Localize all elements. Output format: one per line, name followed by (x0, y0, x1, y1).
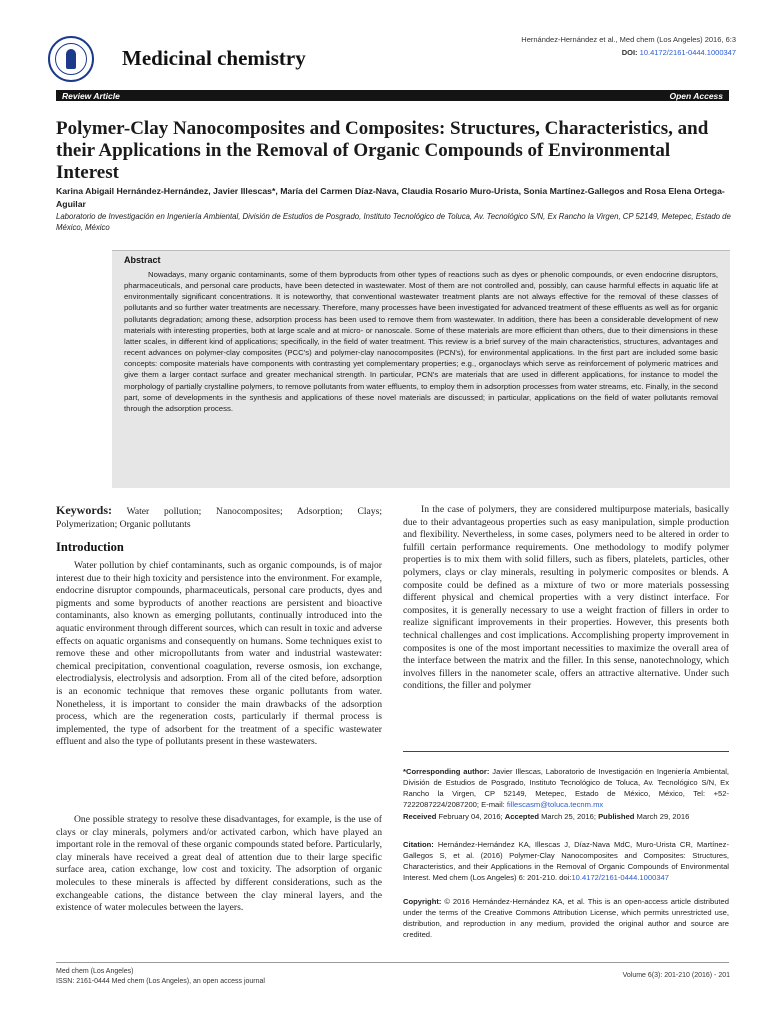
affiliation: Laboratorio de Investigación en Ingeniería Ambiental, División de Estudios de Posgrado, Instituto Tecnológico de Toluca, Av. Tecnológico S/N, Ex Rancho la Virgen, CP 52149, Metepec, Estado de México, México (56, 212, 731, 232)
footer-divider (56, 962, 729, 963)
intro-paragraph-1: Water pollution by chief contaminants, such as organic compounds, is of major interest due to their high toxicity and persistence into the environment. For example, endocrine disruptor compounds, pharmaceuticals, personal care products, dyes and pigments and some byproducts of another reactions are persistent and bioactive contaminants, also known as emerging pollutants, continually introduced into the aquatic environment through different sources, which can result in toxic and adverse effects on aquatic organisms and consequently on humans. Some techniques exist to remove these and other micropollutants from water and industrial wastewater: chemical precipitation, conventional coagulation, reverse osmosis, ion exchange, electrodialysis, electrolysis and adsorption. From all of the cited before, adsorption is an economic technique that removes these organic pollutants from water. Nonetheless, it is important to consider the main drawbacks of the adsorption process, which are the regeneration costs, particularly if thermal process is implemented, the type of adsorbent for the treatment of a specific wastewater effluent and also the type of pollutants present in these wastewaters. (56, 560, 382, 748)
abstract-box (112, 250, 730, 488)
intro-paragraph-3: In the case of polymers, they are considered multipurpose materials, basically due to their advantageous properties such as easy manipulation, simple production and flexibility. Nevertheless, in some cases, polymers need to be altered in order to fulfill certain performance requirements. One methodology to modify polymer properties is to mix them with solid fillers, such as fibers, platelets, particles, other polymers, clays or clay minerals, resulting in polymeric composites or blends. A composite could be defined as a mixture of two or more materials possessing different physical and chemical properties with a very distinct interface. For composites, it is generally necessary to use a weight fraction of fillers in order to realize significant improvements in their properties. However, this presents both technical challenges and cost implications. Accomplishing property improvement in composites is one of the most important necessities to maximize the overall area of the interface between the matrix and the filler. In this sense, nanotechnology, which involves fillers in the nanometer scale, offers an attractive alternative. Under such conditions, the filler and polymer (403, 504, 729, 692)
citation-text: Hernández-Hernández KA, Illescas J, Díaz-Nava MdC, Muro-Urista CR, Martínez-Gallegos S, et al. (2016) Polymer-Clay Nanocomposites and Composites: Structures, Characteristics, and their Applications in the Removal of Organic Compounds of Environmental Interest. Med chem (Los Angeles) 6: 201-210. doi: (403, 840, 729, 882)
footer-volume: Volume 6(3): 201-210 (2016) - 201 (622, 972, 730, 979)
published-date: March 29, 2016 (636, 812, 690, 821)
citation-label: Citation: (403, 840, 434, 849)
copyright-note (403, 897, 729, 941)
article-type: Review Article (62, 90, 120, 101)
doi-label: DOI: (621, 48, 638, 57)
received-date: February 04, 2016; (438, 812, 503, 821)
article-title: Polymer-Clay Nanocomposites and Composites: Structures, Characteristics, and their Applications in the Removal of Organic Compounds of Environmental Interest (56, 118, 709, 183)
open-access-label: Open Access (669, 90, 723, 101)
abstract-text: Nowadays, many organic contaminants, some of them byproducts from other types of reactions such as dyes or phenolic compounds, or even endocrine disruptors, pharmaceuticals, and personal care products, have been detected in wastewater. Most of them are not controlled and, possibly, can cause harmful effects in aquatic life at environmentally significant concentrations. It is noteworthy, that conventional wastewater treatment plants are not always effective for the removal of these classes of pollutants and so further water treatments are necessary. Therefore, many processes have been investigated for advanced treatment of these effluents as well as for organic pollutants degradation; among these, adsorption process has been used to remove them from wastewater. In addition, there has been a considerable development of new materials with interesting properties, both at large scale and at micro- or nanoscale. Some of these materials are more efficient than others, due to their dimensions in these latter scales, in different kind of applications; specifically, in the field of water treatment. This review is a brief survey of the main characteristics, structures, advantages and recent advances on polymer-clay composites (PCC's) and polymer-clay nanocomposites (PCN's), for environmental applications. In the first part are included some basic concepts: composite materials have components with contrasting yet complementary properties; e.g., organoclays which serve as reinforcement of polymeric matrices and give them a larger contact surface and greater mechanical strength. In particular, PCN's are materials that are used in different applications, for instance to model the morphology of partially crystalline polymers, to remove pollutants from water effluents, to employ them in adsorption processes from water streams, etc. Finally, in the second part, some of developments in the synthesis and applications of these novel materials are discussed; in particular, applications on the field of water pollutants removal through the adsorption process. (124, 270, 718, 413)
introduction-heading: Introduction (56, 540, 124, 554)
copyright-label: Copyright: (403, 897, 442, 906)
journal-logo (48, 36, 94, 82)
citation-line: Hernández-Hernández et al., Med chem (Los Angeles) 2016, 6:3 (521, 35, 736, 44)
abstract-heading: Abstract (124, 255, 161, 265)
header-citation (521, 33, 736, 59)
copyright-text: © 2016 Hernández-Hernández KA, et al. This is an open-access article distributed under the terms of the Creative Commons Attribution License, which permits unrestricted use, distribution, and reproduction in any medium, provided the original author and source are credited. (403, 897, 729, 939)
doi-line (521, 46, 736, 59)
received-label: Received (403, 812, 437, 821)
article-type-bar (56, 90, 729, 101)
corresponding-author-note (403, 767, 729, 811)
intro-paragraph-2: One possible strategy to resolve these disadvantages, for example, is the use of clays or clay minerals, polymers and/or activated carbon, which have played an important role in the removal of these organic compounds stated before. Particularly, clay minerals have received a great deal of attention due to their large specific surface area, cation exchange, low cost and toxicity. The adsorption of organic molecules to these minerals is affected by different considerations, such as the exchangeable cations, the distance between the clay mineral layers, and the existence of water molecules between the layers. (56, 814, 382, 914)
citation-doi-link[interactable]: 10.4172/2161-0444.1000347 (571, 872, 669, 882)
footer-line-2: ISSN: 2161-0444 Med chem (Los Angeles), an open access journal (56, 978, 265, 985)
corr-email-link[interactable]: fillescasm@toluca.tecnm.mx (506, 799, 604, 809)
dates-note (403, 812, 729, 823)
logo-figure-icon (66, 49, 76, 69)
footer-line-1: Med chem (Los Angeles) (56, 968, 134, 975)
accepted-label: Accepted (504, 812, 539, 821)
keywords-label: Keywords: (56, 503, 112, 517)
logo-seal-icon (55, 43, 87, 75)
keywords-text: Water pollution; Nanocomposites; Adsorption; Clays; Polymerization; Organic pollutants (56, 506, 382, 530)
corr-text: Javier Illescas, Laboratorio de Investigación en Ingeniería Ambiental, División de Estudios de Posgrado, Instituto Tecnológico de Toluca, Av. Tecnológico S/N, Ex Rancho la Virgen, CP 52149, Metepec, Estado de México, México, Tel: +52-7222087224/2087200; E-mail: (403, 767, 729, 809)
accepted-date: March 25, 2016; (541, 812, 596, 821)
journal-name: Medicinal chemistry (122, 46, 306, 70)
published-label: Published (598, 812, 635, 821)
corr-label: *Corresponding author: (403, 767, 490, 776)
citation-note (403, 840, 729, 884)
footnote-divider (403, 751, 729, 752)
keywords (56, 504, 382, 531)
author-list: Karina Abigail Hernández-Hernández, Javier Illescas*, María del Carmen Díaz-Nava, Claudia Rosario Muro-Urista, Sonia Martínez-Gallegos and Rosa Elena Ortega-Aguilar (56, 186, 725, 209)
doi-link[interactable]: 10.4172/2161-0444.1000347 (639, 48, 736, 57)
footer-journal-info (56, 967, 265, 987)
